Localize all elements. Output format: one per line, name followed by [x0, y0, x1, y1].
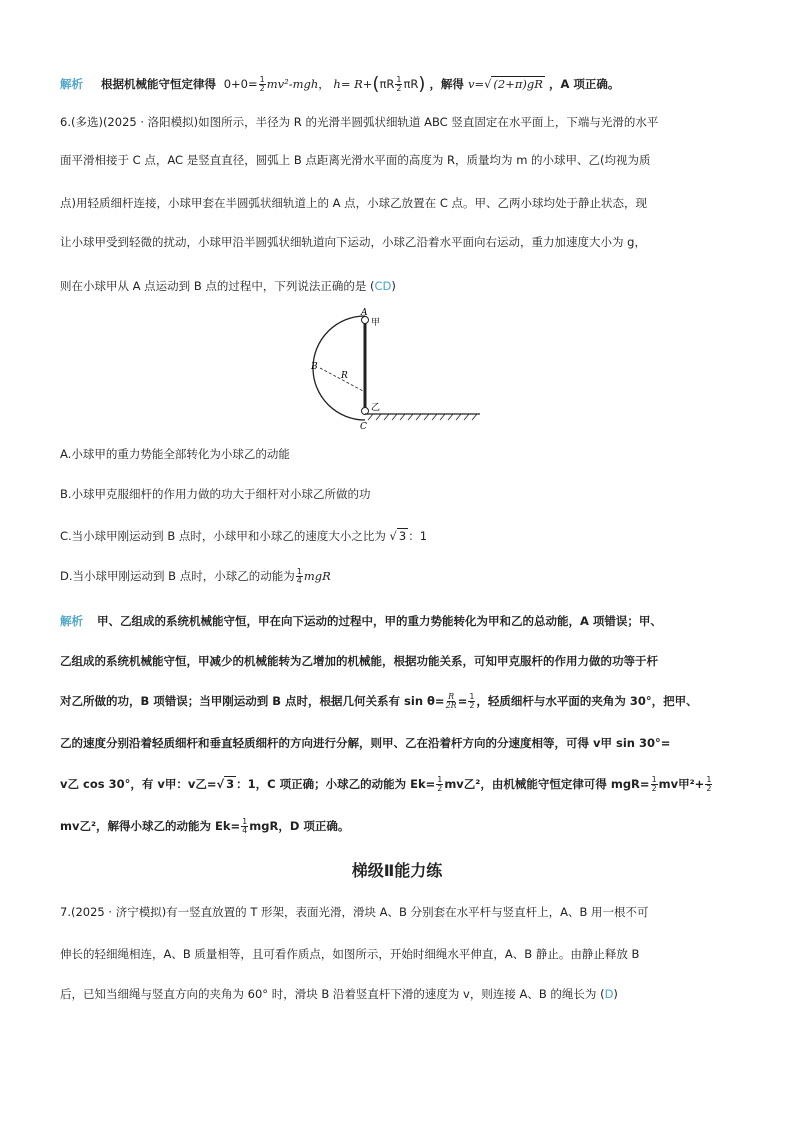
ground-hatch — [368, 414, 477, 420]
solution-2-line-5: v乙 cos 30°，有 v甲：v乙=√ 3 ：1，C 项正确；小球乙的动能为 Ek= $\frac{1}{2}$ mv乙²，由机械能守恒定律可得 mgR= $\frac{1}{2}$ mv甲²+ $\frac{1}{2}$ — [60, 775, 712, 793]
question-7-line-1: 7.(2025 · 济宁模拟)有一竖直放置的 T 形架，表面光滑，滑块 A、B 分别套在水平杆与竖直杆上，A、B 用一根不可 — [60, 905, 649, 919]
question-6-line-3: 点)用轻质细杆连接，小球甲套在半圆弧状细轨道上的 A 点，小球乙放置在 C 点。甲、乙两小球均处于静止状态，现 — [60, 196, 647, 210]
label-jia: 甲 — [371, 318, 381, 328]
solution-2-line-2: 乙组成的系统机械能守恒，甲减少的机械能转为乙增加的机械能，根据功能关系，可知甲克服杆的作用力做的功等于杆 — [60, 654, 658, 668]
solution-tag: 解析 — [60, 77, 83, 91]
label-yi: 乙 — [371, 403, 381, 413]
solution-2-line-4: 乙的速度分别沿着轻质细杆和垂直轻质细杆的方向进行分解，则甲、乙在沿着杆方向的分速度相等，可得 v甲 sin 30°= — [60, 736, 671, 750]
question-6-line-1: 6.(多选)(2025 · 洛阳模拟)如图所示，半径为 R 的光滑半圆弧状细轨道 ABC 竖直固定在水平面上，下端与光滑的水平 — [60, 115, 659, 129]
solution-2-line-1: 解析 甲、乙组成的系统机械能守恒，甲在向下运动的过程中，甲的重力势能转化为甲和乙的总动能，A 项错误；甲、 — [60, 614, 662, 628]
solution-1-line: 解析 根据机械能守恒定律得 0+0= $\frac{1}{2}$ mv²-mgh， h= R+(πR $\frac{1}{2}$ πR) ，解得 v=√ (2+π)gR ，A 项正确。 — [60, 73, 620, 95]
question-6-line-4: 让小球甲受到轻微的扰动，小球甲沿半圆弧状细轨道向下运动，小球乙沿着水平面向右运动，重力加速度大小为 g， — [60, 235, 646, 249]
question-7-line-2: 伸长的轻细绳相连，A、B 质量相等，且可看作质点，如图所示，开始时细绳水平伸直，A、B 静止。由静止释放 B — [60, 947, 640, 961]
option-C: C.当小球甲刚运动到 B 点时，小球甲和小球乙的速度大小之比为 √ 3 ：1 — [60, 529, 428, 543]
option-D: D.当小球甲刚运动到 B 点时，小球乙的动能为 $\frac{1}{4}$ mgR — [60, 567, 331, 585]
answer-q6: CD — [374, 279, 392, 293]
question-6-line-5: 则在小球甲从 A 点运动到 B 点的过程中，下列说法正确的是 (CD) — [60, 279, 396, 293]
solution-tag: 解析 — [60, 614, 83, 628]
label-C: C — [360, 422, 367, 431]
answer-q7: D — [604, 987, 614, 1001]
option-A: A.小球甲的重力势能全部转化为小球乙的动能 — [60, 447, 290, 461]
label-R: R — [341, 371, 348, 381]
semicircle-track-figure — [305, 306, 505, 431]
question-6-line-2: 面平滑相接于 C 点，AC 是竖直直径，圆弧上 B 点距离光滑水平面的高度为 R，质量均为 m 的小球甲、乙(均视为质 — [60, 153, 651, 167]
section-heading: 梯级Ⅱ能力练 — [351, 861, 443, 880]
solution-2-line-6: mv乙²，解得小球乙的动能为 Ek= $\frac{1}{4}$ mgR，D 项正确。 — [60, 817, 350, 835]
label-A: A — [361, 308, 368, 318]
option-B: B.小球甲克服细杆的作用力做的功大于细杆对小球乙所做的功 — [60, 487, 371, 501]
question-7-line-3: 后，已知当细绳与竖直方向的夹角为 60° 时，滑块 B 沿着竖直杆下滑的速度为 v，则连接 A、B 的绳长为 (D) — [60, 987, 618, 1001]
label-B: B — [311, 362, 318, 372]
solution-2-line-3: 对乙所做的功，B 项错误；当甲刚运动到 B 点时，根据几何关系有 sin θ= $\frac{R}{2R}$ = $\frac{1}{2}$ ，轻质细杆与水平面的夹角为 30°，把甲、 — [60, 692, 698, 710]
